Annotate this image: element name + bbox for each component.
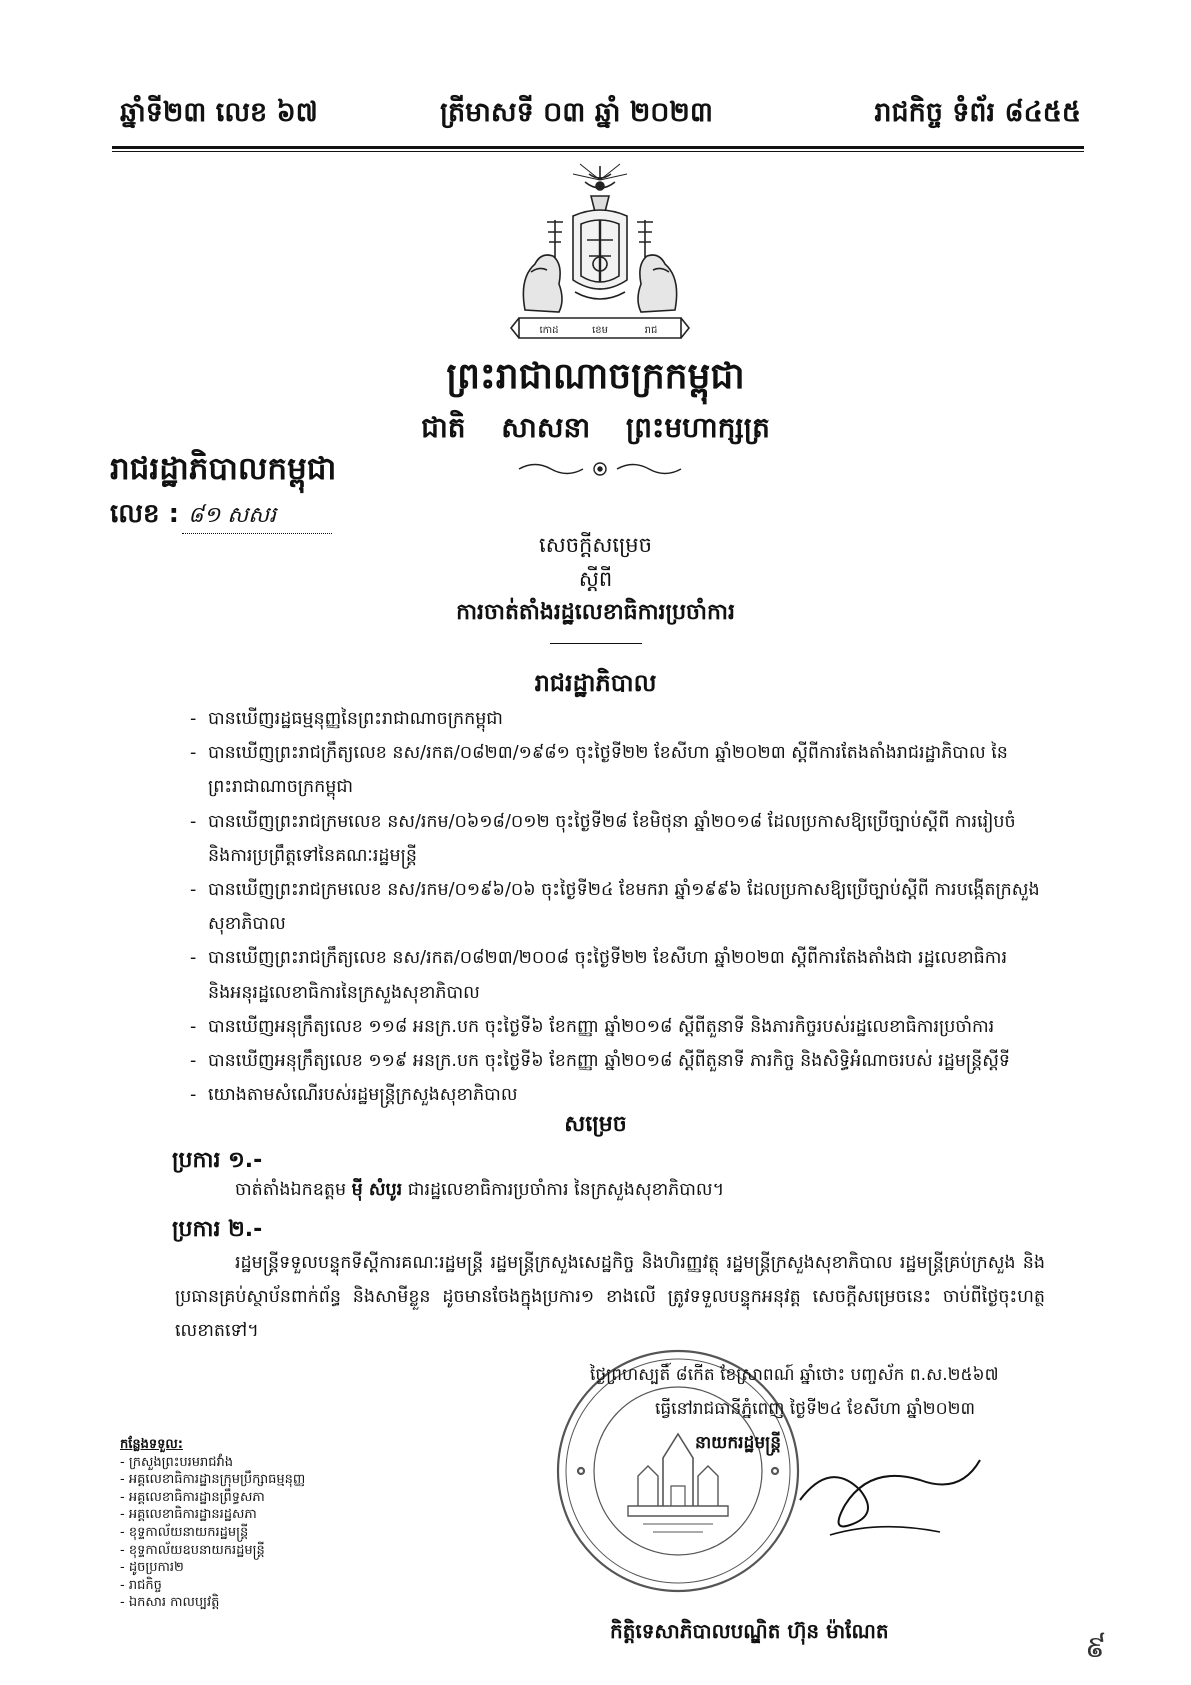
reference-bullet: -: [190, 811, 197, 832]
reference-bullet: -: [190, 1051, 197, 1072]
page-handwritten-mark: ៩: [1085, 1630, 1107, 1665]
header-year-issue: ឆ្នាំទី២៣ លេខ ៦៧: [120, 97, 318, 128]
reference-bullet: -: [190, 743, 197, 764]
signature-place-date: ធ្វើនៅរាជធានីភ្នំពេញ ថ្ងៃទី២៤ ខែសីហា ឆ្នាំ២០២៣: [655, 1399, 976, 1419]
article-2-heading: ប្រការ ២.-: [172, 1217, 263, 1242]
emblem-scroll-right: រាជ: [644, 325, 658, 336]
article-1-text-before: ចាត់តាំងឯកឧត្តម: [235, 1180, 347, 1200]
reference-bullet: -: [190, 709, 197, 729]
reference-text: យោងតាមសំណើរបស់រដ្ឋមន្ត្រីក្រសួងសុខាភិបាល: [208, 1085, 518, 1106]
document-number-value: ៨១ សសរ: [182, 501, 332, 534]
document-type: សេចក្ដីសម្រេច: [539, 533, 652, 557]
reference-text: បានឃើញព្រះរាជក្រឹត្យលេខ នស/រកត/០៨២៣/២០០៨ ចុះថ្ងៃទី២២ ខែសីហា ឆ្នាំ២០២៣ ស្ដីពីការតែងតាំងជា រដ្ឋលេខាធិការ និងអនុរដ្ឋលេខាធិការនៃក្រសួងសុខាភិបាល: [208, 948, 1008, 1003]
reference-text: បានឃើញអនុក្រឹត្យលេខ ១១៨ អនក្រ.បក ចុះថ្ងៃទី៦ ខែកញ្ញា ឆ្នាំ២០១៨ ស្ដីពីតួនាទី និងភារកិច្ចរបស់រដ្ឋលេខាធិការប្រចាំការ: [208, 1016, 995, 1037]
title-divider: [550, 643, 642, 644]
signature-lunar-date: ថ្ងៃព្រហស្បតិ៍ ៨កើត ខែស្រាពណ៍ ឆ្នាំថោះ បញ្ចស័ក ព.ស.២៥៦៧: [590, 1365, 999, 1385]
reference-item: [190, 941, 1040, 1009]
decides-heading: សម្រេច: [564, 1112, 627, 1137]
appointee-name: ម៉ី សំបូរ: [351, 1180, 403, 1200]
reference-item: [190, 1010, 1040, 1044]
reference-text: បានឃើញព្រះរាជក្រមលេខ នស/រកម/០១៩៦/០៦ ចុះថ្ងៃទី២៤ ខែមករា ឆ្នាំ១៩៩៦ ដែលប្រកាសឱ្យប្រើច្បាប់ស្ដីពី ការបង្កើតក្រសួងសុខាភិបាល: [208, 880, 1040, 935]
signatory-role: នាយករដ្ឋមន្ត្រី: [695, 1433, 781, 1453]
royal-arms-emblem-icon: [505, 160, 695, 350]
emblem-scroll-center: ខេម: [592, 325, 608, 336]
reference-item: [190, 1078, 1040, 1112]
reference-text: បានឃើញរដ្ឋធម្មនុញ្ញនៃព្រះរាជាណាចក្រកម្ពុជា: [208, 709, 503, 729]
recipients-list: [120, 1454, 305, 1612]
recipient-item: - ឯកសារ កាលប្បវត្តិ: [120, 1595, 220, 1611]
recipient-item: - ក្រសួងព្រះបរមរាជវាំង: [120, 1454, 234, 1470]
recipient-item: - អគ្គលេខាធិការដ្ឋានព្រឹទ្ធសភា: [120, 1489, 265, 1505]
recipients-heading: កន្លែងទទួល:: [120, 1437, 183, 1452]
reference-text: បានឃើញព្រះរាជក្រឹត្យលេខ នស/រកត/០៨២៣/១៩៨១ ចុះថ្ងៃទី២២ ខែសីហា ឆ្នាំ២០២៣ ស្ដីពីការតែងតាំងរាជរដ្ឋាភិបាល នៃព្រះរាជាណាចក្រកម្ពុជា: [208, 743, 1008, 798]
article-2-text: រដ្ឋមន្ត្រីទទួលបន្ទុកទីស្ដីការគណៈរដ្ឋមន្ត្រី រដ្ឋមន្ត្រីក្រសួងសេដ្ឋកិច្ច និងហិរញ្ញវត្ថុ រដ្ឋមន្ត្រីក្រសួងសុខាភិបាល រដ្ឋមន្ត្រីគ្រប់ក្រសួង និងប្រធានគ្រប់ស្ថាប័នពាក់ព័ន្ធ និងសាមីខ្លួន ដូចមានចែងក្នុងប្រការ១ ខាងលើ ត្រូវទទួលបន្ទុកអនុវត្ត សេចក្ដីសម្រេចនេះ ចាប់ពីថ្ងៃចុះហត្ថលេខាតទៅ។: [175, 1253, 1045, 1341]
recipient-item: - អគ្គលេខាធិការដ្ឋានរដ្ឋសភា: [120, 1507, 257, 1523]
recipient-item: - អគ្គលេខាធិការដ្ឋានក្រុមប្រឹក្សាធម្មនុញ្ញ: [120, 1472, 306, 1488]
header-quarter: ត្រីមាសទី ០៣ ឆ្នាំ ២០២៣: [440, 97, 713, 128]
header-rule: [112, 146, 1084, 149]
reference-item: [190, 736, 1040, 804]
reference-bullet: -: [190, 948, 197, 969]
document-about: ស្ដីពី: [578, 567, 613, 591]
government-heading: រាជរដ្ឋាភិបាល: [534, 669, 657, 697]
reference-text: បានឃើញអនុក្រឹត្យលេខ ១១៩ អនក្រ.បក ចុះថ្ងៃទី៦ ខែកញ្ញា ឆ្នាំ២០១៨ ស្ដីពីតួនាទី ភារកិច្ច និងសិទ្ធិអំណាចរបស់ រដ្ឋមន្ត្រីស្ដីទី: [208, 1051, 1011, 1072]
reference-bullet: -: [190, 1016, 197, 1037]
recipient-item: - រាជកិច្ច: [120, 1577, 162, 1593]
handwritten-signature-icon: [790, 1440, 990, 1550]
national-motto: ជាតិ សាសនា ព្រះមហាក្សត្រ: [421, 411, 770, 444]
recipient-item: - ខុទ្ទកាល័យឧបនាយករដ្ឋមន្ត្រី: [120, 1542, 265, 1558]
ornament-divider-icon: [515, 458, 685, 480]
reference-item: [190, 1044, 1040, 1078]
legal-references-list: [190, 702, 1040, 1112]
reference-bullet: -: [190, 880, 197, 901]
article-1-heading: ប្រការ ១.-: [172, 1148, 263, 1173]
reference-item: [190, 805, 1040, 873]
reference-bullet: -: [190, 1085, 197, 1106]
header-gazette-page: រាជកិច្ច ទំព័រ ៨៤៥៥: [874, 97, 1081, 128]
reference-text: បានឃើញព្រះរាជក្រមលេខ នស/រកម/០៦១៨/០១២ ចុះថ្ងៃទី២៨ ខែមិថុនា ឆ្នាំ២០១៨ ដែលប្រកាសឱ្យប្រើច្បាប់ស្ដីពី ការរៀបចំ និងការប្រព្រឹត្តទៅនៃគណៈរដ្ឋមន្ត្រី: [208, 811, 1016, 866]
emblem-scroll-left: កោដ: [539, 325, 559, 336]
signatory-name: កិត្តិទេសាភិបាលបណ្ឌិត ហ៊ុន ម៉ាណែត: [610, 1619, 889, 1643]
document-number-label: លេខ :: [110, 499, 179, 529]
recipient-item: - ខុទ្ទកាល័យនាយករដ្ឋមន្ត្រី: [120, 1524, 249, 1540]
article-1-text-after: ជារដ្ឋលេខាធិការប្រចាំការ នៃក្រសួងសុខាភិបាល។: [407, 1180, 725, 1200]
document-subject: ការចាត់តាំងរដ្ឋលេខាធិការប្រចាំការ: [456, 600, 735, 625]
recipients-block: [120, 1436, 305, 1612]
reference-item: [190, 873, 1040, 941]
article-1-text: [235, 1178, 724, 1204]
recipient-item: - ដូចប្រការ២: [120, 1560, 184, 1576]
kingdom-name: ព្រះរាជាណាចក្រកម្ពុជា: [446, 356, 745, 397]
header-rule-thin: [112, 151, 1084, 152]
reference-item: [190, 702, 1040, 736]
issuing-authority: រាជរដ្ឋាភិបាលកម្ពុជា: [110, 451, 337, 487]
